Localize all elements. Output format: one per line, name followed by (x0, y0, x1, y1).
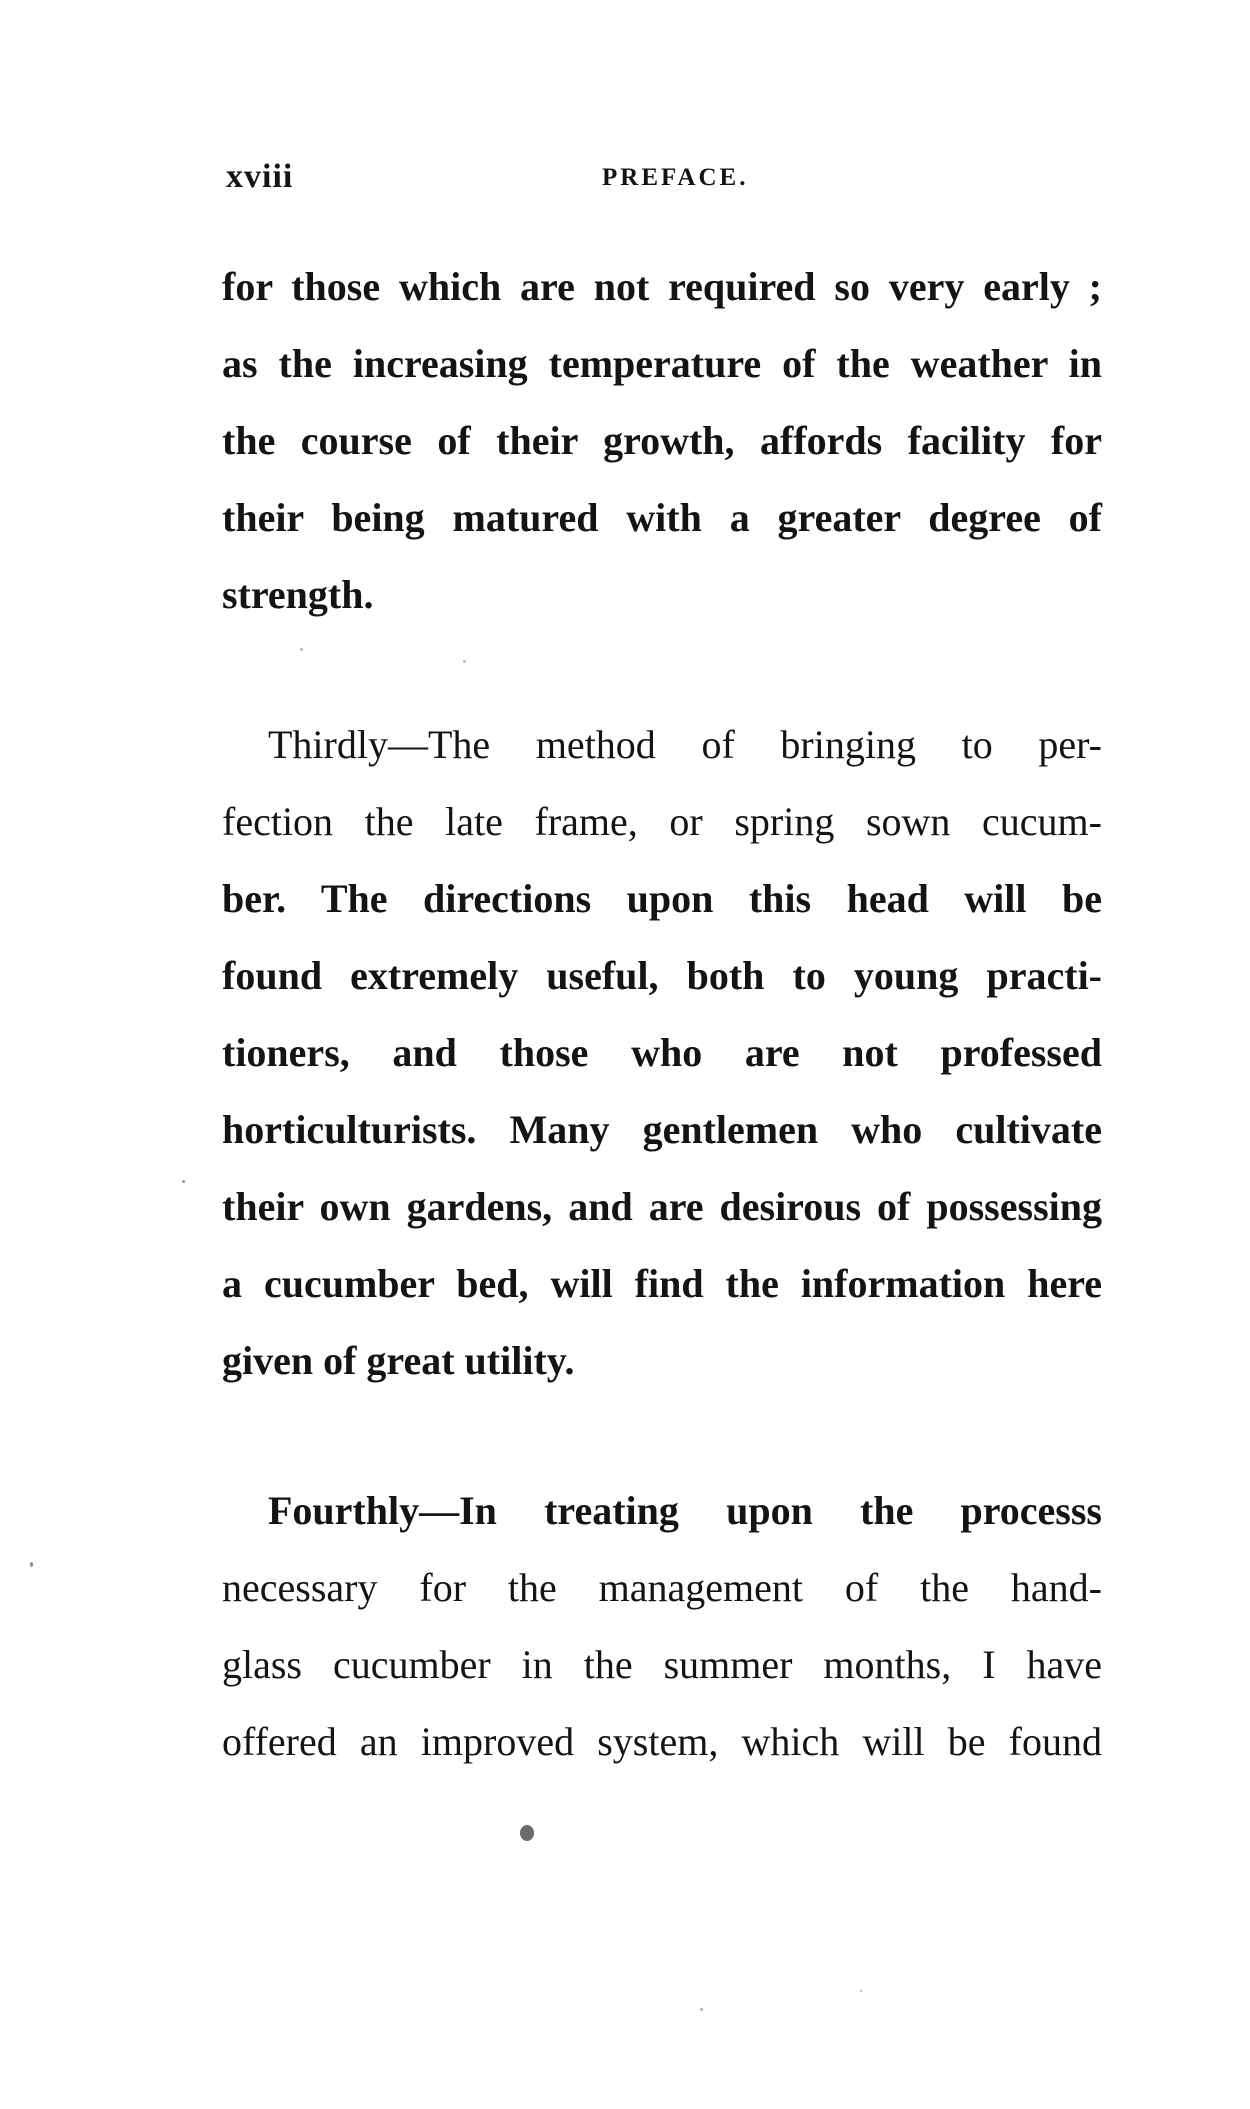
text-line: their own gardens, and are desirous of possessing (222, 1184, 1102, 1229)
text-line: a cucumber bed, will find the information here (222, 1261, 1102, 1306)
text-line: Thirdly—The method of bringing to per- (268, 722, 1102, 767)
text-line: Fourthly—In treating upon the processs (268, 1488, 1102, 1533)
scan-speck (700, 2008, 703, 2011)
text-line: as the increasing temperature of the weather in (222, 341, 1102, 386)
text-line: their being matured with a greater degree of (222, 495, 1102, 540)
text-line: given of great utility. (222, 1338, 575, 1383)
running-title: PREFACE. (602, 164, 749, 191)
text-line: found extremely useful, both to young practi- (222, 953, 1102, 998)
page-number: xviii (226, 158, 294, 195)
text-line: fection the late frame, or spring sown cucum- (222, 799, 1102, 844)
scan-speck (463, 660, 466, 663)
scan-speck (860, 1990, 862, 1992)
text-line: necessary for the management of the hand- (222, 1565, 1102, 1610)
text-line: strength. (222, 572, 374, 617)
scan-speck (182, 1180, 185, 1183)
scan-speck (300, 648, 303, 651)
text-line: ber. The directions upon this head will be (222, 876, 1102, 921)
text-line: for those which are not required so very early ; (222, 264, 1102, 309)
text-line: offered an improved system, which will be found (222, 1719, 1102, 1764)
ink-blot (520, 1825, 534, 1841)
text-line: glass cucumber in the summer months, I have (222, 1642, 1102, 1687)
text-line: tioners, and those who are not professed (222, 1030, 1102, 1075)
text-line: horticulturists. Many gentlemen who cultivate (222, 1107, 1102, 1152)
running-head (222, 158, 1102, 208)
scan-speck (30, 1562, 33, 1567)
text-line: the course of their growth, affords facility for (222, 418, 1102, 463)
